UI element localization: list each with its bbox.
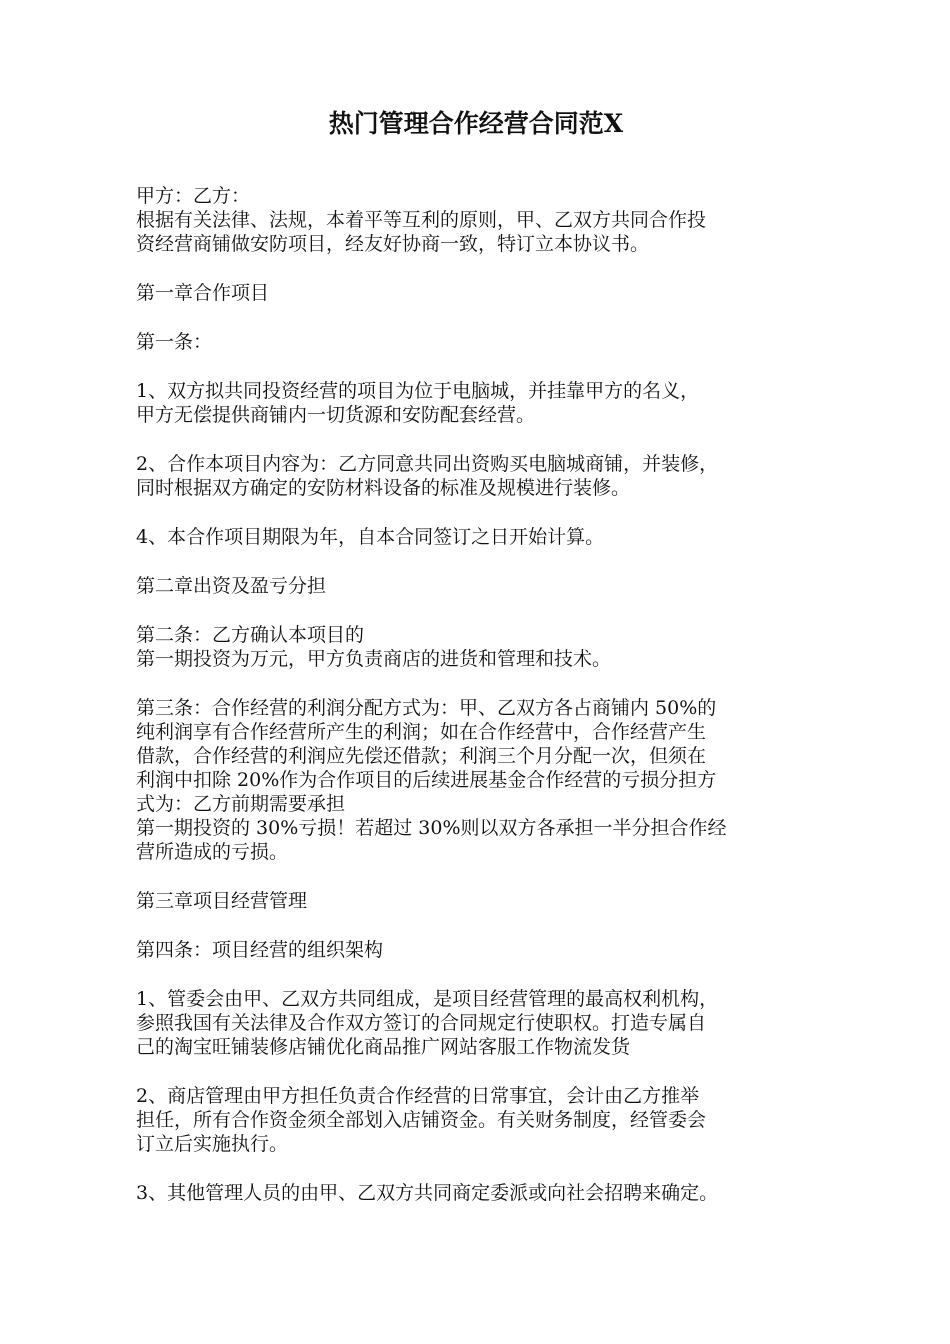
clause-2-paragraph: 2、合作本项目内容为：乙方同意共同出资购买电脑城商铺，并装修， 同时根据双方确定的安防材料设备的标准及规模进行装修。: [136, 453, 719, 499]
chapter-1-heading: 第一章合作项目: [136, 282, 270, 304]
clause-1-paragraph: 1、双方拟共同投资经营的项目为位于电脑城，并挂靠甲方的名义， 甲方无偿提供商铺内一切货源和安防配套经营。: [136, 380, 700, 426]
document-title: 热门管理合作经营合同范X: [328, 109, 624, 138]
article-1-heading: 第一条：: [136, 331, 213, 353]
article-3-paragraph: 第三条：合作经营的利润分配方式为：甲、乙双方各占商铺内 50%的 纯利润享有合作经营所产生的利润；如在合作经营中，合作经营产生 借款，合作经营的利润应先偿还借款；利润三个月分配一次，但须在 利润中扣除 20%作为合作项目的后续进展基金合作经营的亏损分担方 式为：乙方前期需要承担 第一期投资的 30%亏损！若超过 30%则以双方各承担一半分担合作经 营所造成的亏损。: [136, 697, 727, 863]
parties-line: 甲方：乙方：: [136, 185, 251, 207]
document-page: [136, 108, 836, 1230]
management-clause-2: 2、商店管理由甲方担任负责合作经营的日常事宜，会计由乙方推举 担任，所有合作资金须全部划入店铺资金。有关财务制度，经管委会 订立后实施执行。: [136, 1085, 707, 1155]
article-2-paragraph: 第二条：乙方确认本项目的 第一期投资为万元，甲方负责商店的进货和管理和技术。: [136, 624, 612, 670]
clause-4-paragraph: 4、本合作项目期限为年，自本合同签订之日开始计算。: [136, 526, 605, 548]
chapter-3-heading: 第三章项目经营管理: [136, 890, 308, 912]
chapter-2-heading: 第二章出资及盈亏分担: [136, 575, 327, 597]
management-clause-3: 3、其他管理人员的由甲、乙双方共同商定委派或向社会招聘来确定。: [136, 1182, 719, 1204]
management-clause-1: 1、管委会由甲、乙双方共同组成，是项目经营管理的最高权利机构， 参照我国有关法律及合作双方签订的合同规定行使职权。打造专属自 己的淘宝旺铺装修店铺优化商品推广网站客服工作物流发货: [136, 988, 719, 1058]
article-4-heading: 第四条：项目经营的组织架构: [136, 939, 384, 961]
preamble-paragraph: 根据有关法律、法规，本着平等互利的原则，甲、乙双方共同合作投 资经营商铺做安防项目，经友好协商一致，特订立本协议书。: [136, 209, 707, 255]
